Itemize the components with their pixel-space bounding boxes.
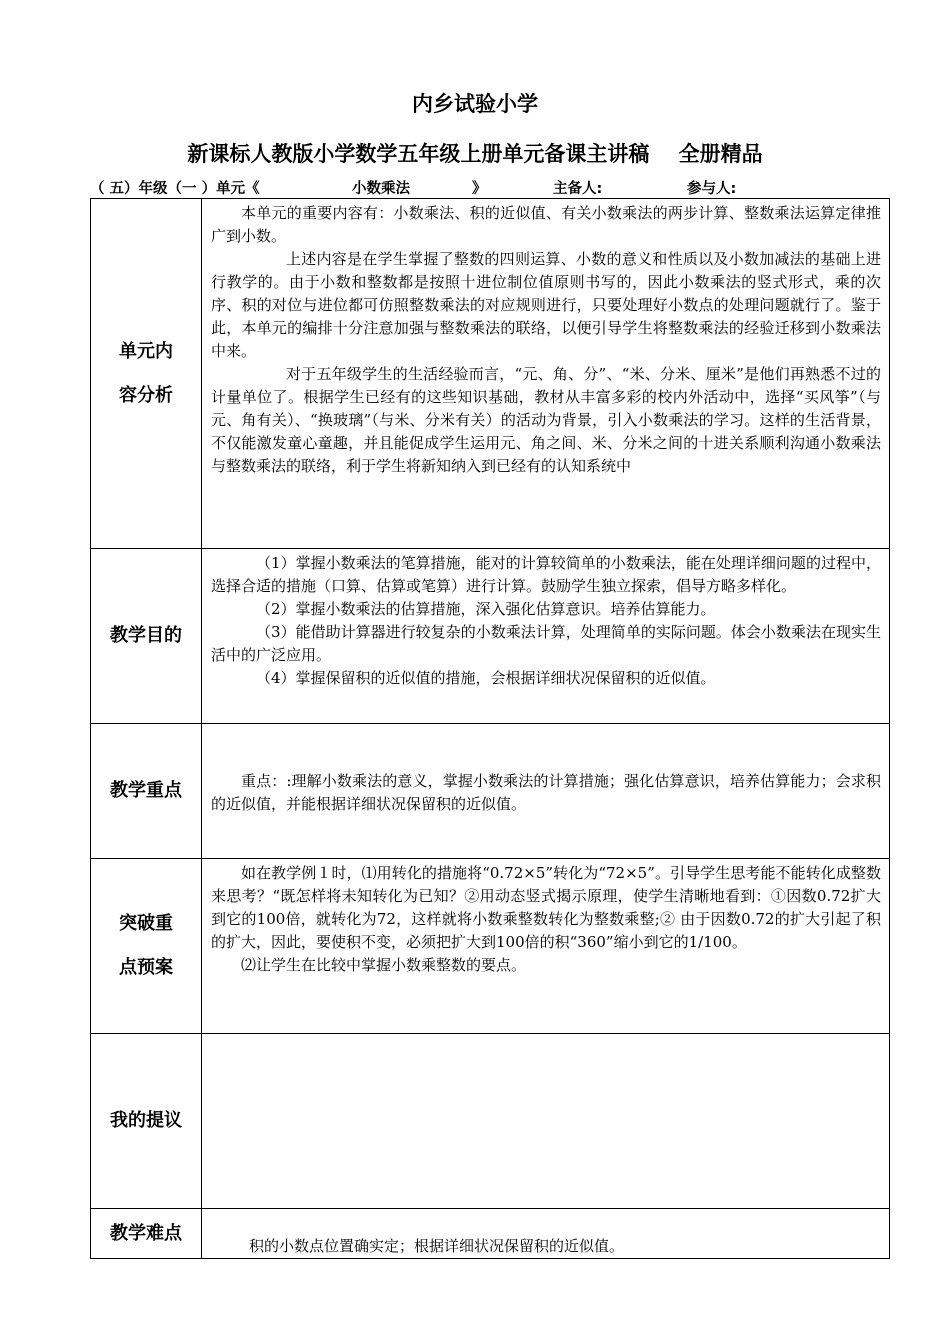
analysis-paragraph-3: 对于五年级学生的生活经验而言，“元、角、分”、“米、分米、厘米”是他们再熟悉不过的计量单位了。根据学生已经有的这些知识基础，教材从丰富多彩的校内外活动中，选择“买风筝”（与元、角有关）、“换玻璃”（与米、分米有关）的活动为背景，引入小数乘法的学习。这样的生活背景，不仅能激发童心童趣，并且能促成学生运用元、角之间、米、分米之间的十进关系顺利沟通小数乘法与整数乘法的联络，利于学生将新知纳入到已经有的认知系统中: [211, 365, 881, 475]
document-title: 新课标人教版小学数学五年级上册单元备课主讲稿 全册精品: [187, 142, 763, 166]
objective-item-2: （2）掌握小数乘法的估算措施，深入强化估算意识。培养估算能力。: [256, 600, 716, 618]
content-difficulty: [202, 1209, 890, 1259]
objective-item-3: （3）能借助计算器进行较复杂的小数乘法计算，处理简单的实际问题。体会小数乘法在现实生活中的广泛应用。: [211, 623, 881, 664]
objective-item-1: （1）掌握小数乘法的笔算措施，能对的计算较简单的小数乘法，能在处理详细问题的过程中，选择合适的措施（口算、估算或笔算）进行计算。鼓励学生独立探索，倡导方略多样化。: [211, 554, 881, 595]
heading-suggestion: 我的提议: [91, 1034, 202, 1209]
participants-label: 参与人:: [687, 181, 737, 197]
grade-unit-label: （ 五）年级（一 ）单元《: [90, 181, 260, 197]
school-name: 内乡试验小学: [412, 92, 538, 116]
row-suggestion: [91, 1034, 890, 1209]
analysis-paragraph-1: 本单元的重要内容有：小数乘法、积的近似值、有关小数乘法的两步计算、整数乘法运算定律推广到小数。: [211, 204, 881, 245]
heading-line-1: 突破重: [119, 913, 173, 934]
unit-name-close: 》: [472, 181, 487, 197]
unit-name: 小数乘法: [352, 181, 410, 197]
row-difficulty: [91, 1209, 890, 1259]
heading-line-2: 点预案: [119, 957, 173, 978]
heading-difficulty: 教学难点: [91, 1209, 202, 1259]
heading-key-points: 教学重点: [91, 724, 202, 859]
content-breakthrough: [202, 859, 890, 1034]
row-objectives: [91, 549, 890, 724]
objective-item-4: （4）掌握保留积的近似值的措施，会根据详细状况保留积的近似值。: [256, 669, 716, 687]
row-breakthrough: [91, 859, 890, 1034]
heading-objectives: 教学目的: [91, 549, 202, 724]
heading-line-1: 单元内: [119, 340, 173, 362]
content-key-points: [202, 724, 890, 859]
key-points-text: 重点：:理解小数乘法的意义，掌握小数乘法的计算措施；强化估算意识，培养估算能力；会求积的近似值，并能根据详细状况保留积的近似值。: [211, 771, 881, 813]
content-suggestion: [202, 1034, 890, 1209]
heading-breakthrough: [91, 859, 202, 1034]
difficulty-text: 积的小数点位置确实定；根据详细状况保留积的近似值。: [249, 1237, 625, 1255]
row-unit-analysis: [91, 199, 890, 549]
breakthrough-paragraph-1: 如在教学例１时，⑴用转化的措施将“0.72×5”转化为“72×5”。引导学生思考能不能转化成整数来思考？“既怎样将未知转化为已知？②用动态竖式揭示原理，使学生清晰地看到：①因数0.72扩大到它的100倍，就转化为72，这样就将小数乘整数转化为整数乘整;② 由于因数0.72的扩大引起了积的扩大，因此，要使积不变，必须把扩大到100倍的积“360”缩小到它的1/100。: [211, 864, 881, 951]
header-info-line: [90, 177, 890, 199]
row-key-points: [91, 724, 890, 859]
lesson-plan-table: [90, 198, 890, 1259]
content-unit-analysis: [202, 199, 890, 549]
content-objectives: [202, 549, 890, 724]
heading-unit-analysis: [91, 199, 202, 549]
host-preparer-label: 主备人:: [553, 181, 603, 197]
breakthrough-paragraph-2: ⑵让学生在比较中掌握小数乘整数的要点。: [241, 956, 527, 974]
heading-line-2: 容分析: [119, 384, 173, 406]
analysis-paragraph-2: 上述内容是在学生掌握了整数的四则运算、小数的意义和性质以及小数加减法的基础上进行教学的。由于小数和整数都是按照十进位制位值原则书写的，因此小数乘法的竖式形式，乘的次序、积的对位与进位都可仿照整数乘法的对应规则进行，只要处理好小数点的处理问题就行了。鉴于此，本单元的编排十分注意加强与整数乘法的联络，以便引导学生将整数乘法的经验迁移到小数乘法中来。: [211, 250, 881, 360]
